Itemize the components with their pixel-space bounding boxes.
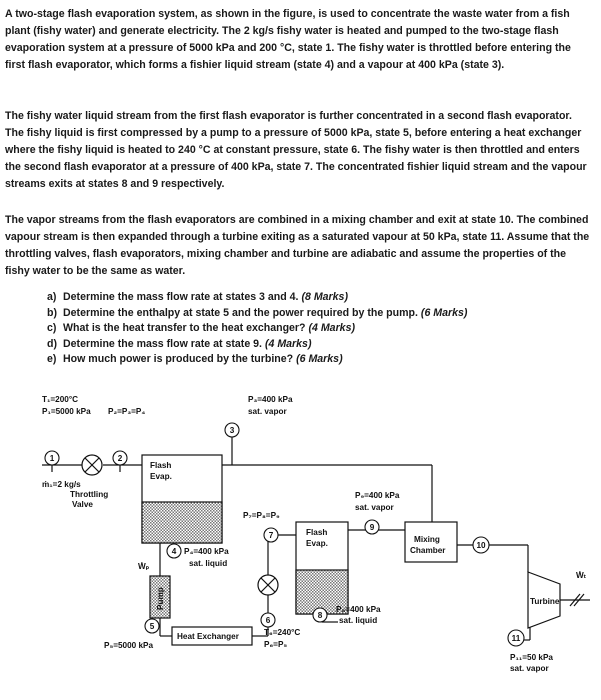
label-t6: T₆=240°C: [264, 628, 301, 637]
question-b: b) Determine the enthalpy at state 5 and the power required by the pump. (6 Marks): [47, 306, 468, 319]
state-10-number: 10: [476, 541, 486, 550]
label-wp: Ẇₚ: [138, 562, 150, 571]
problem-paragraph-2: The fishy water liquid stream from the first flash evaporator is further concentrated in a second flash evaporator. The fishy liquid is first compressed by a pump to a pressure of 5000 kPa, state 5, before entering a heat exchanger where the fishy liquid is heated to 240 °C at constant pressure, state 6. The fishy water is then throttled and enters the second flash evaporator at a pressure of 400 kPa, state 7. The concentrated fishier liquid stream and the vapour streams exits at states 8 and 9 respectively.: [5, 110, 587, 190]
label-p9: P₉=400 kPa: [355, 491, 400, 500]
label-mixing-1: Mixing: [414, 535, 440, 544]
question-d: d) Determine the mass flow rate at state 9. (4 Marks): [47, 337, 312, 350]
state-11-number: 11: [511, 634, 521, 643]
question-c: c) What is the heat transfer to the heat exchanger? (4 Marks): [47, 322, 355, 334]
label-heat-exchanger: Heat Exchanger: [177, 632, 239, 641]
problem-paragraph-3: The vapor streams from the flash evaporators are combined in a mixing chamber and exit at state 10. The combined vapour stream is then expanded through a turbine exiting as a saturated vapour at 50 kPa, state 11. Assume that the throttling valves, flash evaporators, mixing chamber and turbine are adiabatic and assume the properties of the fishy water to be the same as water.: [5, 214, 590, 277]
label-mixing-2: Chamber: [410, 546, 446, 555]
label-p4: P₄=400 kPa: [184, 547, 229, 556]
state-3-number: 3: [229, 426, 235, 435]
label-p8-state: sat. liquid: [339, 616, 378, 625]
label-p11: P₁₁=50 kPa: [510, 653, 553, 662]
label-valve-1: Valve: [72, 500, 93, 509]
state-5-number: 5: [149, 622, 155, 631]
label-p6: P₆=P₅: [264, 640, 288, 649]
question-a: a) Determine the mass flow rate at states 3 and 4. (8 Marks): [47, 291, 348, 303]
label-p11-state: sat. vapor: [510, 664, 549, 673]
vapour-pipe-3: [222, 430, 432, 522]
label-p4-state: sat. liquid: [189, 559, 228, 568]
throttling-valve-1-icon: [82, 455, 102, 475]
label-p3: P₃=400 kPa: [248, 395, 293, 404]
label-t1: T₁=200°C: [42, 395, 79, 404]
problem-paragraph-1: A two-stage flash evaporation system, as shown in the figure, is used to concentrate the waste water from a fish plant (fishy water) and generate electricity. The 2 kg/s fishy water is heated and pumped to the two-stage flash evaporation system at a pressure of 5000 kPa and 200 °C, state 1. The fishy water is throttled before entering the first flash evaporator, which forms a fishier liquid stream (state 4) and a vapour at 400 kPa (state 3).: [5, 8, 571, 71]
question-e: e) How much power is produced by the turbine? (6 Marks): [47, 353, 343, 365]
state-1-number: 1: [49, 454, 55, 463]
label-p3-state: sat. vapor: [248, 407, 287, 416]
label-p8: P₈=400 kPa: [336, 605, 381, 614]
label-flash-2b: Evap.: [306, 539, 328, 548]
state-4-number: 4: [171, 547, 177, 556]
label-p2: P₂=P₃=P₄: [108, 407, 146, 416]
state-6-number: 6: [265, 616, 271, 625]
state-8-number: 8: [317, 611, 323, 620]
state-7-number: 7: [268, 531, 274, 540]
state-2-number: 2: [117, 454, 123, 463]
label-throttling-1: Throttling: [70, 490, 109, 499]
label-flash-1b: Evap.: [150, 472, 172, 481]
label-p9-state: sat. vapor: [355, 503, 394, 512]
label-p5: P₅=5000 kPa: [104, 641, 154, 650]
label-m1: ṁ₁=2 kg/s: [42, 480, 81, 489]
flash-evaporator-1-liquid: [142, 502, 222, 543]
label-turbine: Turbine: [530, 597, 560, 606]
pipe-10: [457, 545, 590, 640]
throttling-valve-2-icon: [258, 575, 278, 595]
label-p1: P₁=5000 kPa: [42, 407, 91, 416]
label-wt: Ẇₜ: [576, 571, 587, 580]
label-flash-1a: Flash: [150, 461, 172, 470]
label-flash-2a: Flash: [306, 528, 328, 537]
label-pump: Pump: [156, 587, 165, 610]
state-9-number: 9: [369, 523, 375, 532]
label-p7: P₇=P₈=P₉: [243, 511, 280, 520]
